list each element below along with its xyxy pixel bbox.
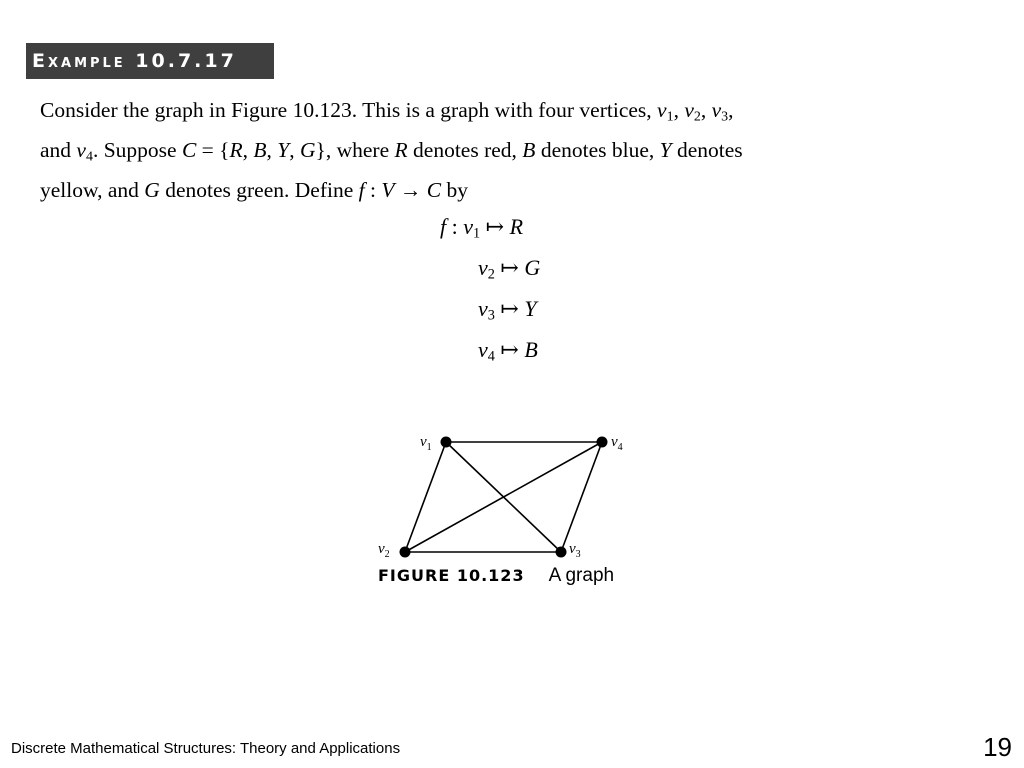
vertex-label-v4: $v_4$ <box>611 434 623 453</box>
vertex-v4 <box>597 437 608 448</box>
mapping-row-3: $v_3$ ↦ Y <box>478 296 537 324</box>
edge-v2-v4 <box>405 442 602 552</box>
vertex-label-v1: $v_1$ <box>420 434 432 453</box>
edge-v3-v4 <box>561 442 602 552</box>
figure-description: A graph <box>548 565 615 586</box>
vertex-v3 <box>556 547 567 558</box>
mapping-row-2: $v_2$ ↦ G <box>478 255 541 283</box>
mapping-row-1: f : $v_1$ ↦ R <box>440 214 524 242</box>
problem-paragraph <box>40 94 975 206</box>
example-title <box>26 43 274 79</box>
paragraph-line-3: yellow, and G denotes green. Define f : V → C by <box>40 177 468 202</box>
paragraph-line-2: and $v_4$. Suppose C = {R, B, Y, G}, where R denotes red, B denotes blue, Y denotes <box>40 137 743 165</box>
figure-number: FIGURE 10.123 <box>378 566 525 585</box>
figure-caption <box>378 565 614 587</box>
footer-book-title: Discrete Mathematical Structures: Theory and Applications <box>11 740 401 757</box>
page-number: 19 <box>983 732 1012 762</box>
edge-v1-v2 <box>405 442 446 552</box>
mapping-row-4: $v_4$ ↦ B <box>478 337 538 365</box>
example-title-text: Example 10.7.17 <box>32 50 237 72</box>
paragraph-line-1: Consider the graph in Figure 10.123. This is a graph with four vertices, $v_1$, $v_2$, $v_3$, <box>40 98 734 125</box>
vertex-label-v2: $v_2$ <box>378 541 390 560</box>
vertex-v1 <box>441 437 452 448</box>
vertex-label-v3: $v_3$ <box>569 541 581 560</box>
graph-figure <box>360 420 660 570</box>
vertex-v2 <box>400 547 411 558</box>
